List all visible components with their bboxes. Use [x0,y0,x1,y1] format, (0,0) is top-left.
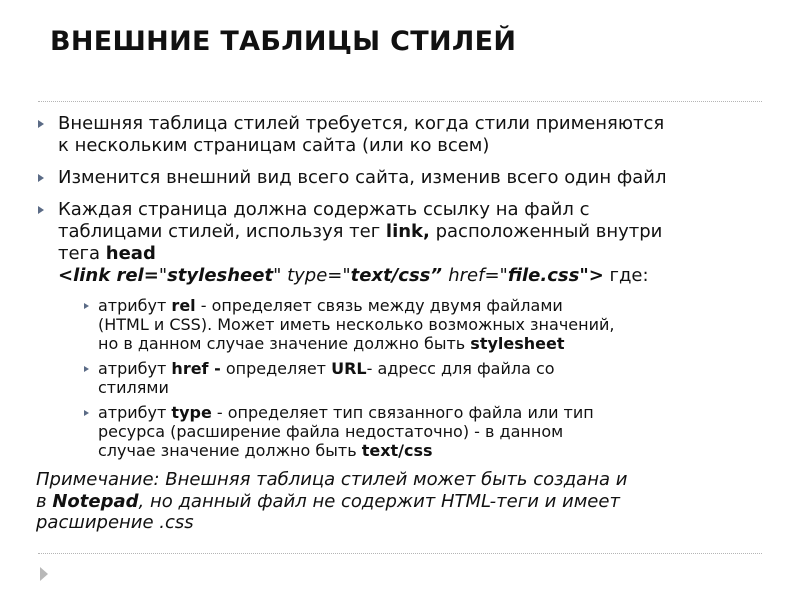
code-run: type= [287,265,343,286]
bullet-marker-icon [38,206,44,214]
code-run: ” [430,265,449,286]
text-run: определяет [220,359,332,378]
sub-bullet-3-line-3 [98,441,768,460]
text-run: расположенный внутри [429,221,663,242]
code-run: " [273,265,288,286]
text-run: атрибут [98,359,172,378]
bullet-1-line-2: к нескольким страницам сайта (или ко всем) [58,135,490,156]
text-run: - определяет связь между двумя файлами [195,296,563,315]
bullet-3-line-1: Каждая страница должна содержать ссылку на файл с [58,199,590,220]
bullet-1-line-1: Внешняя таблица стилей требуется, когда стили применяются [58,113,665,134]
bullet-marker-icon [38,174,44,182]
text-run: атрибут [98,296,172,315]
code-run: " [499,265,508,286]
url-term: URL [331,359,367,378]
sub-bullet-3 [98,403,768,460]
tag-name-head: head [105,243,156,264]
notepad-term: Notepad [52,490,139,512]
text-run: в [36,490,53,512]
sub-bullet-marker-icon [84,410,89,416]
sub-bullet-2 [98,359,768,397]
bullet-3 [58,199,778,287]
text-run: атрибут [98,403,172,422]
next-slide-arrow-icon[interactable] [40,567,48,581]
code-example-line [58,265,778,287]
bullet-1 [58,113,778,157]
attr-name-rel: rel [171,296,196,315]
note-line-1: Примечание: Внешняя таблица стилей может быть создана и [36,469,628,490]
sub-bullet-1-line-1 [98,296,768,315]
text-run: таблицами стилей, используя тег [58,221,386,242]
note [36,469,756,534]
bullet-3-line-3 [58,243,778,265]
slide-title: ВНЕШНИЕ ТАБЛИЦЫ СТИЛЕЙ [50,26,517,57]
text-run: - адресс для файла со [366,359,555,378]
text-run: где: [603,265,649,286]
code-run: file.css [507,265,580,286]
text-run: тега [58,243,106,264]
text-run: случае значение должно быть [98,441,362,460]
note-line-2 [36,491,756,513]
attr-name-href: href - [171,359,221,378]
sub-bullet-1-line-2: (HTML и CSS). Может иметь несколько возможных значений, [98,315,615,334]
attr-value-text-css: text/css [361,441,433,460]
text-run: но в данном случае значение должно быть [98,334,471,353]
title-divider [38,101,762,102]
code-run: <link rel= [58,265,159,286]
code-run: text/css [350,265,431,286]
tag-name-link: link, [385,221,430,242]
attr-value-stylesheet: stylesheet [470,334,565,353]
sub-bullet-marker-icon [84,303,89,309]
code-run: "> [579,265,604,286]
code-run: href= [448,265,500,286]
sub-bullet-marker-icon [84,366,89,372]
sub-bullet-1-line-3 [98,334,768,353]
sub-bullet-2-line-1 [98,359,768,378]
sub-bullet-3-line-1 [98,403,768,422]
code-run: " [158,265,168,286]
bullet-2-line-1: Изменится внешний вид всего сайта, изменив всего один файл [58,167,667,188]
sub-bullet-3-line-2: ресурса (расширение файла недостаточно) - в данном [98,422,564,441]
bullet-marker-icon [38,120,44,128]
sub-bullet-2-line-2: стилями [98,378,169,397]
code-run: stylesheet [167,265,274,286]
footer-divider [38,553,762,554]
sub-bullet-1 [98,296,768,353]
attr-name-type: type [171,403,212,422]
bullet-2 [58,167,778,189]
note-line-3: расширение .css [36,512,194,533]
code-run: " [342,265,351,286]
bullet-3-line-2 [58,221,778,243]
text-run: , но данный файл не содержит HTML-теги и имеет [138,490,620,512]
text-run: - определяет тип связанного файла или тип [211,403,594,422]
